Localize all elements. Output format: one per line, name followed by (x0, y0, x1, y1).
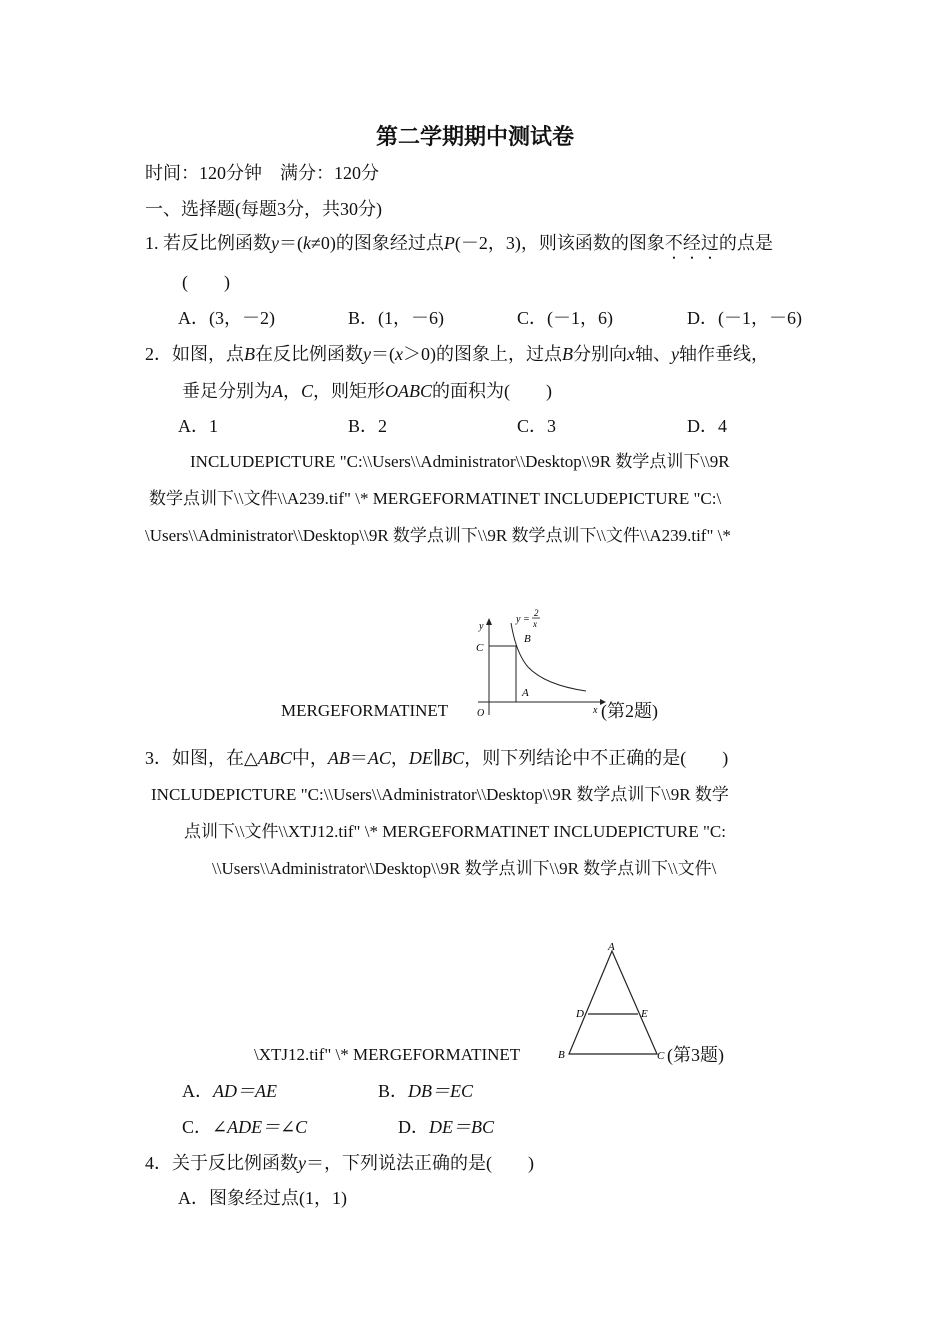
vertex-b-label: B (558, 1049, 565, 1061)
q3-option-c: C．∠ADE＝∠C (182, 1117, 308, 1137)
x-axis-label: x (593, 705, 598, 716)
function-eq: = (523, 614, 530, 625)
triangle-figure (553, 938, 671, 1066)
point-d-label: D (576, 1008, 584, 1020)
exam-meta: 时间：120分钟 满分：120分 (145, 163, 379, 183)
emphasis-text: 不经过 (664, 233, 719, 253)
y-axis-arrow (486, 618, 492, 625)
q2-option-a: A．1 (178, 416, 218, 436)
origin-label: O (477, 708, 485, 719)
vertex-a-label: A (608, 941, 615, 953)
hyperbola-figure (470, 605, 610, 720)
page-title: 第二学期期中测试卷 (375, 124, 574, 149)
q2-option-c: C．3 (517, 416, 557, 436)
question-3-stem: 3．如图，在△ABC中，AB＝AC，DE∥BC，则下列结论中不正确的是( ) (145, 748, 729, 768)
vertex-c-label: C (657, 1050, 665, 1062)
q1-option-c: C．(－1，6) (517, 308, 614, 328)
field-code-line: INCLUDEPICTURE "C:\\Users\\Administrator\\Desktop\\9R 数学点训下\\9R 数学 (151, 785, 729, 804)
q1-option-b: B．(1，－6) (348, 308, 445, 328)
field-code-line: INCLUDEPICTURE "C:\\Users\\Administrator\\Desktop\\9R 数学点训下\\9R (190, 452, 730, 471)
section-heading: 一、选择题(每题3分，共30分) (145, 199, 382, 219)
question-4-stem: 4．关于反比例函数y＝，下列说法正确的是( ) (145, 1153, 534, 1173)
q2-option-d: D．4 (687, 416, 727, 436)
question-2-stem: 2．如图，点B在反比例函数y＝(x＞0)的图象上，过点B分别向x轴、y轴作垂线， (145, 344, 769, 364)
q3-option-d: D．DE＝BC (398, 1117, 494, 1137)
q2-option-b: B．2 (348, 416, 388, 436)
y-axis-label: y (479, 621, 484, 632)
q1-option-a: A．(3，－2) (178, 308, 275, 328)
function-denominator: x (533, 619, 537, 629)
q1-option-d: D．(－1，－6) (687, 308, 802, 328)
hyperbola-curve (511, 623, 586, 691)
rectangle-oabc (489, 646, 516, 702)
question-2-stem-cont: 垂足分别为A，C，则矩形OABC的面积为( ) (182, 381, 553, 401)
q3-option-b: B．DB＝EC (378, 1081, 474, 1101)
field-code-line: \Users\\Administrator\\Desktop\\9R 数学点训下\\9R 数学点训下\\文件\\A239.tif" \* (145, 526, 731, 545)
point-e-label: E (641, 1008, 648, 1020)
point-b-label: B (524, 633, 531, 645)
field-code-end: \XTJ12.tif" \* MERGEFORMATINET (254, 1045, 521, 1064)
field-code-line: 点训下\\文件\\XTJ12.tif" \* MERGEFORMATINET INCLUDEPICTURE "C: (184, 822, 726, 841)
q3-option-a: A．AD＝AE (182, 1081, 277, 1101)
figure-2-caption: (第2题) (601, 701, 658, 721)
point-a-label: A (522, 687, 529, 699)
function-numerator: 2 (534, 608, 539, 618)
point-c-label: C (476, 642, 484, 654)
field-code-end: MERGEFORMATINET (281, 701, 449, 720)
figure-3-caption: (第3题) (667, 1045, 724, 1065)
field-code-line: \\Users\\Administrator\\Desktop\\9R 数学点训下\\9R 数学点训下\\文件\ (212, 859, 717, 878)
q4-option-a: A．图象经过点(1，1) (178, 1188, 347, 1208)
triangle-abc (569, 951, 657, 1054)
question-1-answer-paren: ( ) (182, 272, 230, 292)
field-code-line: 数学点训下\\文件\\A239.tif" \* MERGEFORMATINET INCLUDEPICTURE "C:\ (149, 489, 722, 508)
function-y: y (516, 614, 521, 625)
question-1-stem: 1. 若反比例函数y＝(k≠0)的图象经过点P(－2，3)，则该函数的图象不经过的点是 (145, 233, 773, 253)
